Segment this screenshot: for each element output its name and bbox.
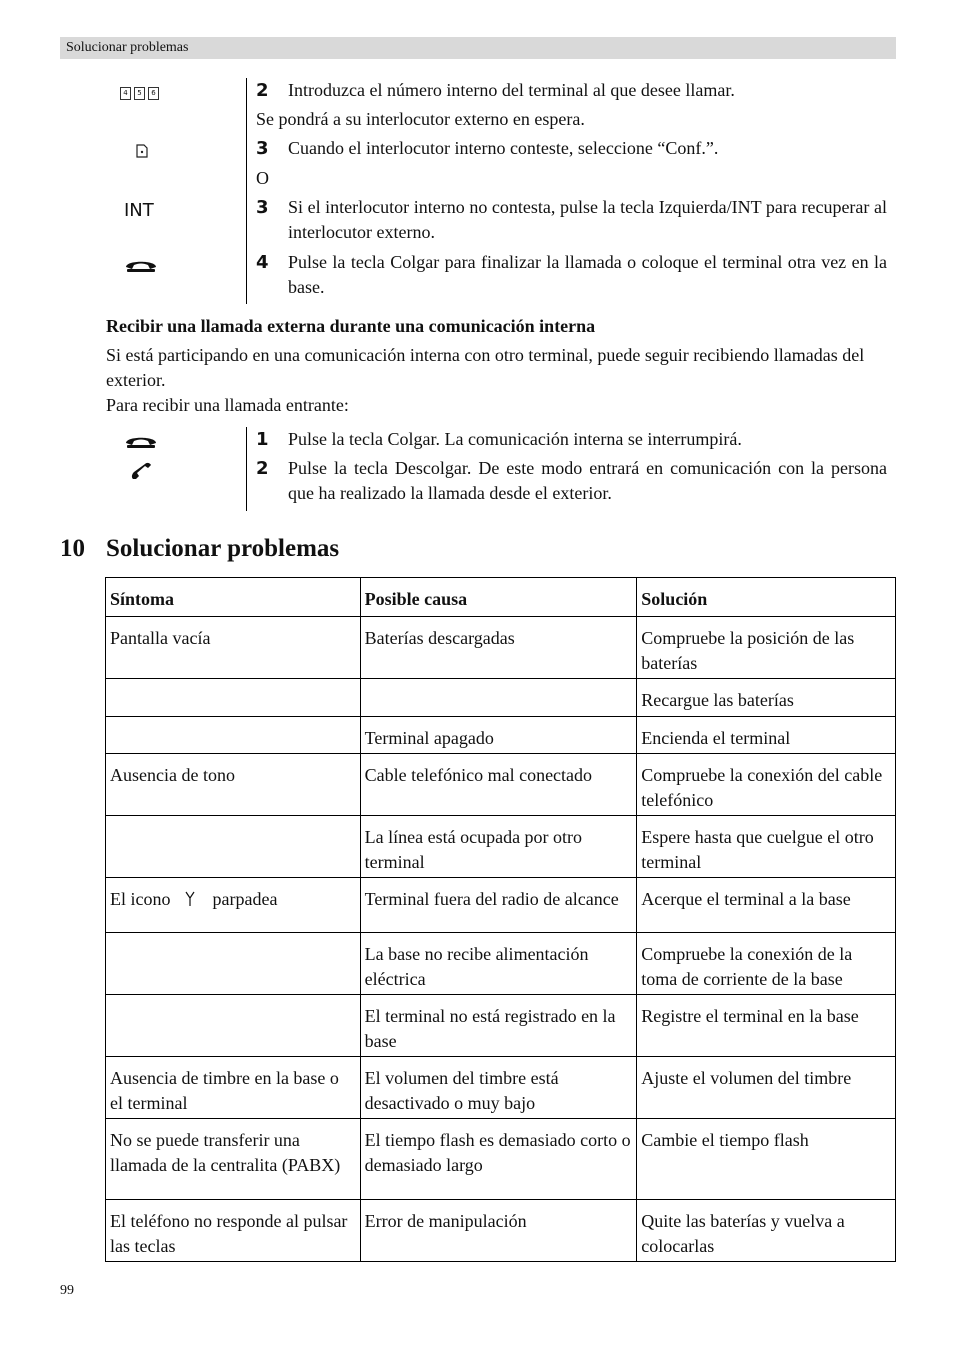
solution-cell: Compruebe la conexión del cable telefónico [637, 754, 896, 816]
step-note-text: Se pondrá a su interlocutor externo en espera. [256, 109, 585, 129]
header-cause: Posible causa [360, 578, 637, 617]
solution-cell: Registre el terminal en la base [637, 995, 896, 1057]
running-header-title: Solucionar problemas [66, 40, 189, 55]
step-1 [256, 427, 887, 452]
table-row [106, 1119, 896, 1200]
symptom-cell [106, 679, 361, 717]
step-2 [256, 456, 887, 506]
symptom-cell [106, 816, 361, 878]
step-3b [256, 195, 887, 245]
table-row [106, 679, 896, 717]
header-solution: Solución [637, 578, 896, 617]
step-number: 3 [256, 197, 269, 218]
solution-cell: Recargue las baterías [637, 679, 896, 717]
symptom-text-before: El icono [110, 889, 171, 909]
key-4: 4 [120, 87, 131, 100]
step-text: Cuando el interlocutor interno conteste, seleccione “Conf.”. [288, 138, 719, 158]
header-symptom: Síntoma [106, 578, 361, 617]
step-text: Introduzca el número interno del terminal al que desee llamar. [288, 80, 735, 100]
table-row [106, 995, 896, 1057]
solution-cell: Compruebe la posición de las baterías [637, 617, 896, 679]
cause-cell: Error de manipulación [360, 1200, 637, 1262]
solution-cell: Quite las baterías y vuelva a colocarlas [637, 1200, 896, 1262]
cause-cell: El terminal no está registrado en la base [360, 995, 637, 1057]
symptom-text-after: parpadea [212, 889, 278, 909]
cause-cell: Terminal apagado [360, 716, 637, 754]
solution-cell: Espere hasta que cuelgue el otro terminal [637, 816, 896, 878]
solution-cell: Cambie el tiempo flash [637, 1119, 896, 1200]
cause-cell: Terminal fuera del radio de alcance [360, 878, 637, 933]
symptom-cell [106, 933, 361, 995]
step-text: Si el interlocutor interno no contesta, pulse la tecla Izquierda/INT para recuperar al interlocutor externo. [288, 197, 887, 242]
int-label: INT [124, 200, 154, 221]
table-header-row [106, 578, 896, 617]
step-number: 2 [256, 80, 269, 101]
step-or-text: O [256, 168, 269, 188]
step-number: 4 [256, 252, 269, 273]
cause-cell: La base no recibe alimentación eléctrica [360, 933, 637, 995]
table-row [106, 816, 896, 878]
table-row [106, 716, 896, 754]
symptom-cell: Pantalla vacía [106, 617, 361, 679]
key-5: 5 [134, 87, 145, 100]
receive-call-intro: Para recibir una llamada entrante: [106, 395, 349, 415]
step-number: 2 [256, 458, 269, 479]
cause-cell: Cable telefónico mal conectado [360, 754, 637, 816]
solution-cell: Encienda el terminal [637, 716, 896, 754]
step-2 [256, 78, 887, 103]
keypad-keys-icon [120, 87, 159, 100]
receive-call-paragraph: Si está participando en una comunicación interna con otro terminal, puede seguir recibiendo llamadas del exterior. [106, 345, 865, 390]
step-number: 3 [256, 138, 269, 159]
step-number: 1 [256, 429, 269, 450]
troubleshooting-table [105, 577, 896, 1262]
symptom-cell [106, 878, 361, 933]
table-row [106, 933, 896, 995]
table-row [106, 1057, 896, 1119]
solution-cell: Compruebe la conexión de la toma de corriente de la base [637, 933, 896, 995]
page-number: 99 [60, 1283, 74, 1298]
symptom-cell [106, 716, 361, 754]
steps-block-1 [60, 78, 896, 304]
cause-cell: Baterías descargadas [360, 617, 637, 679]
answer-phone-icon [130, 461, 152, 481]
step-note [256, 107, 887, 132]
receive-call-heading: Recibir una llamada externa durante una comunicación interna [106, 316, 596, 336]
symptom-cell [106, 995, 361, 1057]
section-heading [60, 535, 339, 563]
step-4 [256, 250, 887, 300]
antenna-icon [185, 889, 195, 914]
key-6: 6 [148, 87, 159, 100]
step-text: Pulse la tecla Colgar. La comunicación interna se interrumpirá. [288, 429, 742, 449]
step-text: Pulse la tecla Descolgar. De este modo entrará en comunicación con la persona que ha realizado la llamada desde el exterior. [288, 458, 887, 503]
step-or [256, 166, 887, 191]
solution-cell: Ajuste el volumen del timbre [637, 1057, 896, 1119]
table-row [106, 1200, 896, 1262]
cause-cell: La línea está ocupada por otro terminal [360, 816, 637, 878]
running-header [60, 37, 896, 59]
step-text: Pulse la tecla Colgar para finalizar la llamada o coloque el terminal otra vez en la base. [288, 252, 887, 297]
symptom-cell: El teléfono no responde al pulsar las teclas [106, 1200, 361, 1262]
table-row [106, 878, 896, 933]
table-row [106, 617, 896, 679]
section-number: 10 [60, 535, 85, 562]
steps-block-2 [60, 427, 896, 511]
softkey-icon [136, 144, 148, 158]
section-title: Solucionar problemas [106, 535, 340, 562]
symptom-cell: No se puede transferir una llamada de la centralita (PABX) [106, 1119, 361, 1200]
solution-cell: Acerque el terminal a la base [637, 878, 896, 933]
symptom-cell: Ausencia de timbre en la base o el terminal [106, 1057, 361, 1119]
cause-cell: El volumen del timbre está desactivado o muy bajo [360, 1057, 637, 1119]
hangup-phone-icon [124, 433, 158, 449]
int-key-icon [124, 200, 154, 221]
hangup-phone-icon [124, 257, 158, 273]
table-row [106, 754, 896, 816]
step-3a [256, 136, 887, 161]
cause-cell: El tiempo flash es demasiado corto o demasiado largo [360, 1119, 637, 1200]
cause-cell [360, 679, 637, 717]
symptom-cell: Ausencia de tono [106, 754, 361, 816]
